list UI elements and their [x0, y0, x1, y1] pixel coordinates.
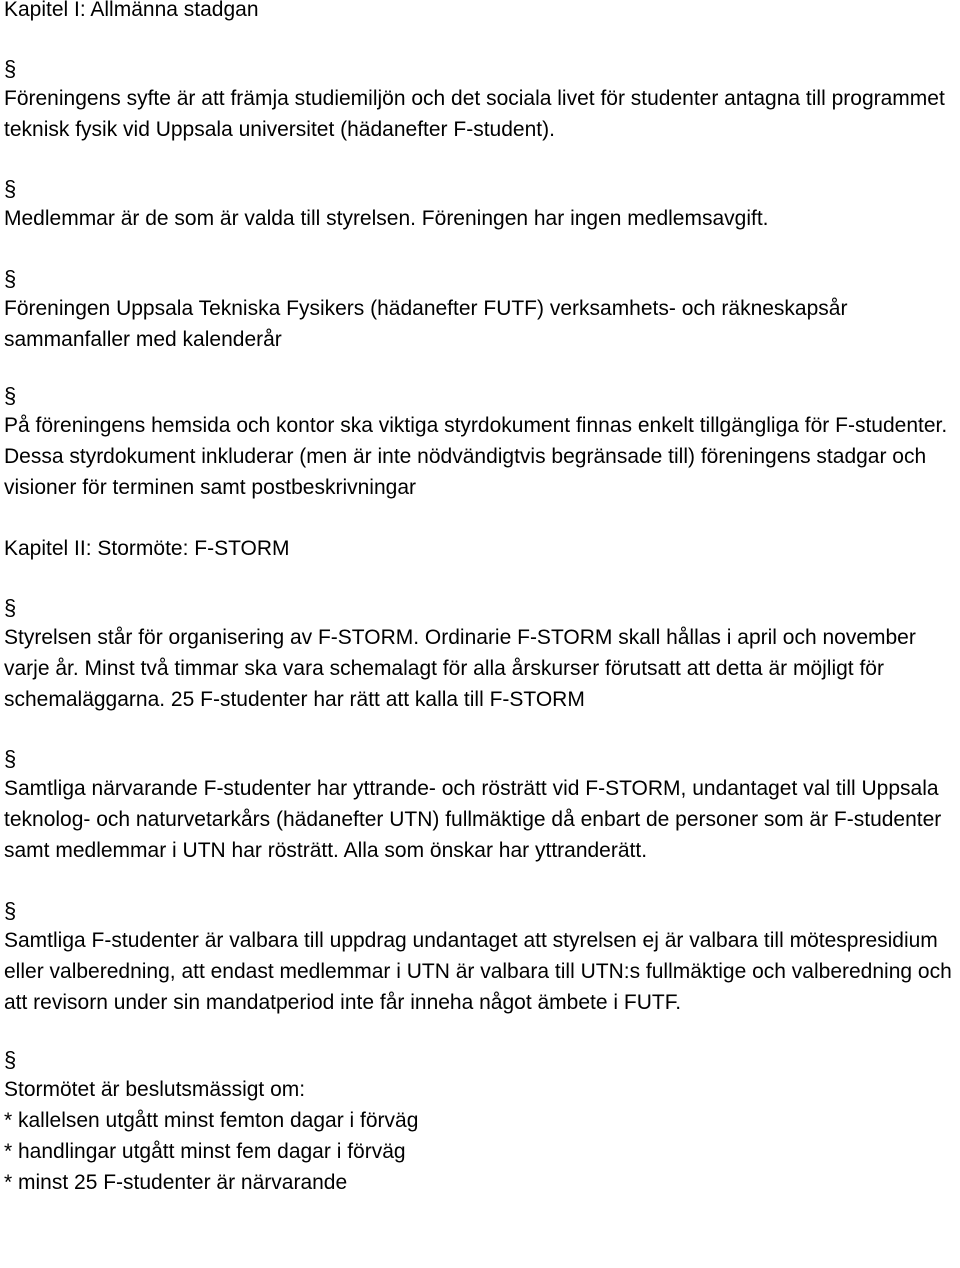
- list-item: * kallelsen utgått minst femton dagar i förväg: [4, 1109, 419, 1132]
- section-text: Samtliga närvarande F-studenter har yttrande- och rösträtt vid F-STORM, undantaget val till Uppsala teknolog- och naturvetarkårs (hädanefter UTN) fullmäktige då enbart de personer som är F-studenter samt medlemmar i UTN har rösträtt. Alla som önskar har yttranderätt.: [4, 777, 942, 862]
- section-symbol: §: [4, 746, 17, 771]
- section-text: Medlemmar är de som är valda till styrelsen. Föreningen har ingen medlemsavgift.: [4, 207, 769, 230]
- list-item: * minst 25 F-studenter är närvarande: [4, 1171, 348, 1194]
- section-symbol: §: [4, 176, 17, 201]
- section-symbol: §: [4, 1047, 17, 1072]
- document: [4, 0, 954, 1198]
- section-symbol: §: [4, 383, 17, 408]
- section-text: Samtliga F-studenter är valbara till uppdrag undantaget att styrelsen ej är valbara till mötespresidium eller valberedning, att endast medlemmar i UTN är valbara till UTN:s fullmäktige och valberedning och att revisorn under sin mandatperiod inte får inneha något ämbete i FUTF.: [4, 929, 952, 1014]
- section-symbol: §: [4, 56, 17, 81]
- section-text: Föreningens syfte är att främja studiemiljön och det sociala livet för studenter antagna till programmet teknisk fysik vid Uppsala universitet (hädanefter F-student).: [4, 87, 945, 141]
- section-text: Styrelsen står för organisering av F-STORM. Ordinarie F-STORM skall hållas i april och november varje år. Minst två timmar ska vara schemalagt för alla årskurser förutsatt att detta är möjligt för schemaläggarna. 25 F-studenter har rätt att kalla till F-STORM: [4, 626, 916, 711]
- section-symbol: §: [4, 595, 17, 620]
- chapter-1-title: Kapitel I: Allmänna stadgan: [4, 0, 259, 21]
- section-text: Föreningen Uppsala Tekniska Fysikers (hädanefter FUTF) verksamhets- och räkneskapsår sammanfaller med kalenderår: [4, 297, 848, 351]
- list-item: * handlingar utgått minst fem dagar i förväg: [4, 1140, 406, 1163]
- section-text: På föreningens hemsida och kontor ska viktiga styrdokument finnas enkelt tillgängliga för F-studenter. Dessa styrdokument inkluderar (men är inte nödvändigtvis begränsade till) föreningens stadgar och visioner för terminen samt postbeskrivningar: [4, 414, 948, 499]
- section-symbol: §: [4, 266, 17, 291]
- chapter-2-title: Kapitel II: Stormöte: F-STORM: [4, 537, 290, 560]
- section-text: Stormötet är beslutsmässigt om:: [4, 1078, 306, 1101]
- section-symbol: §: [4, 898, 17, 923]
